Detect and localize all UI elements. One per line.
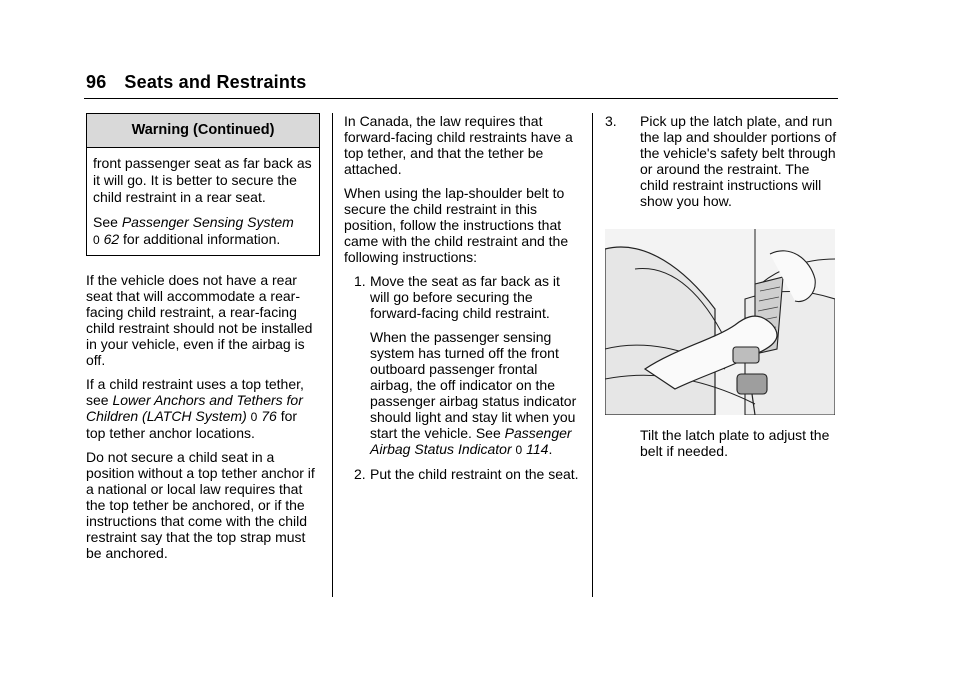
text-run: If a child restraint uses a top tether, see bbox=[86, 376, 304, 408]
paragraph: When using the lap-shoulder belt to secure the child restraint in this position, follow the instructions that came with the child restraint and the following instructions: bbox=[344, 185, 569, 265]
paragraph: Do not secure a child seat in a position without a top tether anchor if a national or local law requires that the top tether be anchored, or if the instructions that come with the child restraint say that the top strap must be anchored. bbox=[86, 449, 315, 561]
figure-caption: Tilt the latch plate to adjust the belt if needed. bbox=[640, 427, 830, 459]
text-run: for top tether anchor locations. bbox=[86, 408, 298, 441]
xref-passenger-sensing-system[interactable] bbox=[122, 214, 294, 230]
page-number: 96 bbox=[86, 72, 107, 92]
step-text: Move the seat as far back as it will go before securing the forward-facing child restraint. bbox=[370, 273, 560, 321]
warning-text: front passenger seat as far back as it will go. It is better to secure the child restraint in a rear seat. bbox=[93, 155, 312, 205]
text-run: for additional information. bbox=[119, 231, 281, 247]
list-item bbox=[605, 113, 841, 209]
step-number: 1. bbox=[354, 273, 366, 289]
xref-page: 114 bbox=[526, 441, 549, 457]
header-rule bbox=[84, 98, 838, 99]
paragraph bbox=[86, 376, 320, 441]
text-run: See bbox=[93, 214, 122, 230]
column-1 bbox=[86, 113, 320, 569]
steps-list bbox=[605, 113, 841, 209]
step-number: 3. bbox=[605, 113, 617, 129]
warning-box bbox=[86, 113, 320, 256]
section-title: Seats and Restraints bbox=[124, 72, 307, 92]
xref-title: Passenger Sensing System bbox=[121, 214, 294, 230]
xref-page: 76 bbox=[261, 408, 277, 424]
step-note bbox=[370, 329, 580, 458]
steps-list bbox=[344, 273, 580, 482]
column-divider bbox=[592, 113, 593, 597]
warning-see-also bbox=[93, 214, 313, 249]
illustration-svg bbox=[605, 229, 835, 415]
column-3 bbox=[605, 113, 841, 467]
text-run: When the passenger sensing system has turned off the front outboard passenger frontal airbag, the off indicator on the passenger airbag status indicator should light and stay lit when you start the vehicle. See bbox=[370, 329, 577, 441]
warning-body bbox=[87, 148, 319, 255]
xref-title: Lower Anchors and Tethers for Children (LATCH System) bbox=[86, 392, 303, 424]
page-ref-icon: 0 bbox=[515, 443, 523, 457]
warning-title: Warning (Continued) bbox=[87, 114, 319, 148]
column-divider bbox=[332, 113, 333, 597]
step-text: Pick up the latch plate, and run the lap and shoulder portions of the vehicle's safety belt through or around the restraint. The child restraint instructions will show you how. bbox=[640, 113, 837, 209]
column-2 bbox=[344, 113, 580, 490]
xref-page: 62 bbox=[103, 231, 120, 247]
page-ref-icon: 0 bbox=[250, 410, 258, 424]
xref-title: Passenger Airbag Status Indicator bbox=[370, 425, 572, 457]
step-text: Put the child restraint on the seat. bbox=[370, 466, 579, 482]
page-ref-icon: 0 bbox=[93, 233, 100, 247]
paragraph: In Canada, the law requires that forward-facing child restraints have a top tether, and that the tether be attached. bbox=[344, 113, 573, 177]
illustration-latch-plate bbox=[605, 229, 835, 415]
text-run: . bbox=[548, 441, 553, 457]
list-item bbox=[344, 466, 580, 482]
list-item bbox=[344, 273, 580, 458]
paragraph: If the vehicle does not have a rear seat that will accommodate a rear-facing child restraint, a rear-facing child restraint should not be installed in your vehicle, even if the airbag is off. bbox=[86, 272, 313, 368]
page-header bbox=[86, 72, 307, 93]
step-number: 2. bbox=[354, 466, 366, 482]
